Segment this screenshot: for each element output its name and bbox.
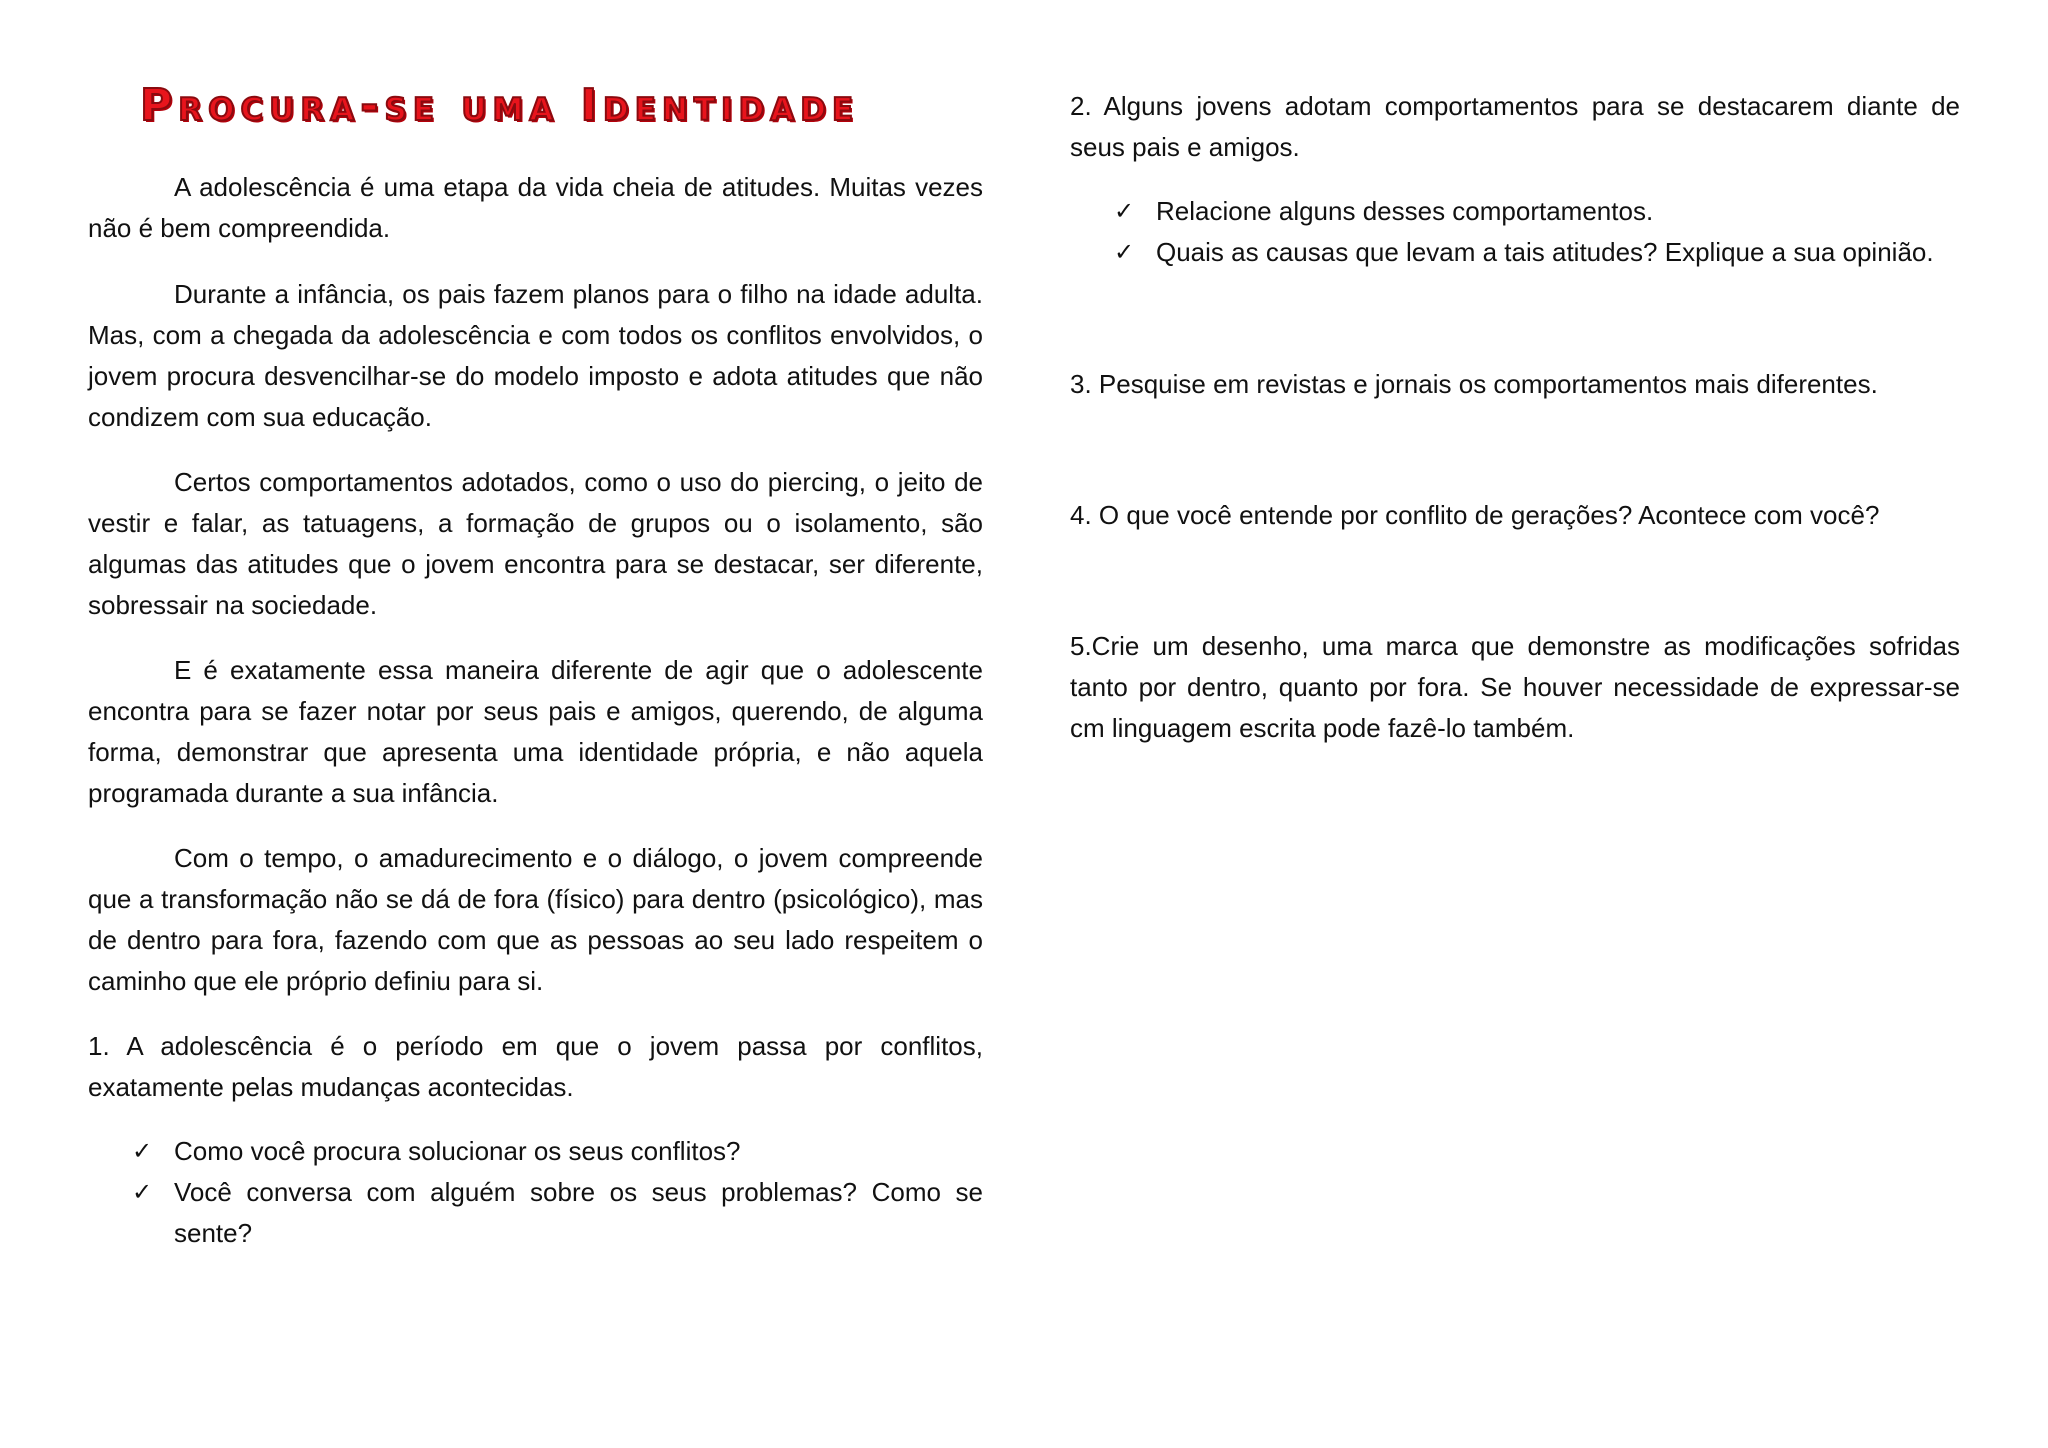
checkmark-icon: ✓: [132, 1178, 153, 1206]
checkmark-icon: ✓: [1114, 197, 1135, 225]
question-1: 1. A adolescência é o período em que o jovem passa por conflitos, exatamente pelas mudanças acontecidas.: [88, 1031, 983, 1102]
checklist-item: [1114, 191, 1960, 232]
paragraph-2: Durante a infância, os pais fazem planos para o filho na idade adulta. Mas, com a chegada da adolescência e com todos os conflitos envolvidos, o jovem procura desvencilhar-se do modelo imposto e adota atitudes que não condizem com sua educação.: [88, 279, 983, 432]
question-4: 4. O que você entende por conflito de gerações? Acontece com você?: [1070, 500, 1880, 530]
checkmark-icon: ✓: [1114, 238, 1135, 266]
page-title: Procura-se uma Identidade: [140, 80, 860, 131]
checkmark-icon: ✓: [132, 1137, 153, 1165]
question-2-checklist: [1114, 191, 1960, 273]
checklist-item: [132, 1172, 983, 1254]
question-5: 5.Crie um desenho, uma marca que demonstre as modificações sofridas tanto por dentro, quanto por fora. Se houver necessidade de expressar-se cm linguagem escrita pode fazê-lo também.: [1070, 631, 1960, 743]
checklist-item-text: Como você procura solucionar os seus conflitos?: [174, 1136, 741, 1166]
paragraph-1: A adolescência é uma etapa da vida cheia de atitudes. Muitas vezes não é bem compreendida.: [88, 172, 983, 243]
question-1-checklist: [132, 1131, 983, 1254]
checklist-item: [1114, 232, 1960, 273]
checklist-item-text: Você conversa com alguém sobre os seus problemas? Como se sente?: [174, 1177, 983, 1248]
paragraph-5: Com o tempo, o amadurecimento e o diálogo, o jovem compreende que a transformação não se dá de fora (físico) para dentro (psicológico), mas de dentro para fora, fazendo com que as pessoas ao seu lado respeitem o caminho que ele próprio definiu para si.: [88, 843, 983, 996]
checklist-item-text: Relacione alguns desses comportamentos.: [1156, 196, 1654, 226]
paragraph-3: Certos comportamentos adotados, como o uso do piercing, o jeito de vestir e falar, as tatuagens, a formação de grupos ou o isolamento, são algumas das atitudes que o jovem encontra para se destacar, ser diferente, sobressair na sociedade.: [88, 467, 983, 620]
checklist-item: [132, 1131, 983, 1172]
question-2: 2. Alguns jovens adotam comportamentos para se destacarem diante de seus pais e amigos.: [1070, 91, 1960, 162]
paragraph-4: E é exatamente essa maneira diferente de agir que o adolescente encontra para se fazer notar por seus pais e amigos, querendo, de alguma forma, demonstrar que apresenta uma identidade própria, e não aquela programada durante a sua infância.: [88, 655, 983, 808]
question-3: 3. Pesquise em revistas e jornais os comportamentos mais diferentes.: [1070, 369, 1878, 399]
checklist-item-text: Quais as causas que levam a tais atitudes? Explique a sua opinião.: [1156, 237, 1934, 267]
